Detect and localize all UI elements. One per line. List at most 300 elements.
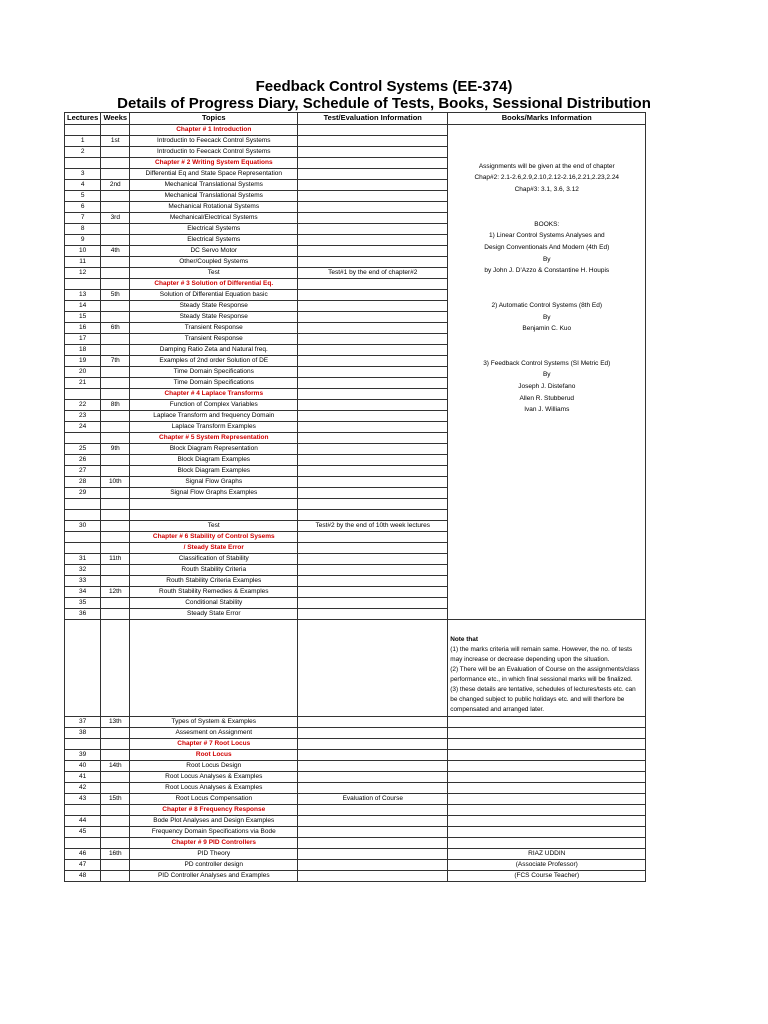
test-info (298, 739, 448, 750)
week-label (101, 521, 130, 532)
blank-cell (65, 620, 101, 717)
topic: Routh Stability Remedies & Examples (130, 587, 298, 598)
test-info (298, 576, 448, 587)
lecture-number: 20 (65, 367, 101, 378)
lecture-number: 24 (65, 422, 101, 433)
books-line: BOOKS: (534, 220, 560, 228)
table-row (65, 717, 646, 728)
week-label (101, 147, 130, 158)
books-line: Chap#2: 2.1-2.6,2.9,2.10,2.12-2.16,2.21,2.23,2.24 (474, 174, 620, 182)
chapter-heading: Chapter # 4 Laplace Transforms (130, 389, 298, 400)
books-line: By (542, 313, 551, 321)
books-line (450, 288, 643, 300)
topic: Block Diagram Examples (130, 455, 298, 466)
lecture-number: 21 (65, 378, 101, 389)
test-info (298, 411, 448, 422)
test-info (298, 378, 448, 389)
topic: DC Servo Motor (130, 246, 298, 257)
test-info (298, 158, 448, 169)
topic: Introductin to Feecack Control Systems (130, 136, 298, 147)
test-info (298, 246, 448, 257)
test-info (298, 466, 448, 477)
week-label (101, 816, 130, 827)
test-info (298, 235, 448, 246)
chapter-heading: Chapter # 1 Introduction (130, 125, 298, 136)
week-label (101, 455, 130, 466)
test-info (298, 477, 448, 488)
table-row (65, 838, 646, 849)
lecture-number: 5 (65, 191, 101, 202)
lecture-number: 41 (65, 772, 101, 783)
test-info (298, 301, 448, 312)
lecture-number: 7 (65, 213, 101, 224)
books-line (450, 346, 643, 358)
lecture-number (65, 838, 101, 849)
lecture-number: 48 (65, 871, 101, 882)
week-label: 13th (101, 717, 130, 728)
lecture-number: 19 (65, 356, 101, 367)
books-line: Chap#3: 3.1, 3.6, 3.12 (514, 185, 579, 193)
topic: Time Domain Specifications (130, 378, 298, 389)
books-line: Joseph J. Distefano (518, 383, 576, 391)
week-label (101, 433, 130, 444)
test-info (298, 213, 448, 224)
topic: Conditional Stability (130, 598, 298, 609)
week-label (101, 224, 130, 235)
week-label: 2nd (101, 180, 130, 191)
week-label (101, 598, 130, 609)
lecture-number: 33 (65, 576, 101, 587)
week-label (101, 268, 130, 279)
topic: Transient Response (130, 334, 298, 345)
books-line: Assignments will be given at the end of chapter (478, 162, 615, 170)
lecture-number: 27 (65, 466, 101, 477)
week-label (101, 158, 130, 169)
test-info (298, 510, 448, 521)
chapter-heading: Chapter # 6 Stability of Control Sysems (130, 532, 298, 543)
test-info (298, 499, 448, 510)
test-info (298, 816, 448, 827)
test-info (298, 772, 448, 783)
books-line (450, 138, 643, 150)
test-info: Test#1 by the end of chapter#2 (298, 268, 448, 279)
topic: Routh Stability Criteria Examples (130, 576, 298, 587)
lecture-number: 15 (65, 312, 101, 323)
test-info (298, 224, 448, 235)
topic: Solution of Differential Equation basic (130, 290, 298, 301)
page-subtitle: Details of Progress Diary, Schedule of Tests, Books, Sessional Distribution (117, 95, 651, 112)
header-lectures: Lectures (65, 113, 101, 125)
books-line: Benjamin C. Kuo (522, 325, 572, 333)
header-row (65, 113, 646, 125)
lecture-number: 17 (65, 334, 101, 345)
week-label (101, 235, 130, 246)
week-label (101, 488, 130, 499)
test-info (298, 455, 448, 466)
chapter-heading: Chapter # 2 Writing System Equations (130, 158, 298, 169)
blank-cell (101, 620, 130, 717)
table-row (65, 125, 646, 136)
lecture-number (65, 805, 101, 816)
lecture-number: 43 (65, 794, 101, 805)
lecture-number: 14 (65, 301, 101, 312)
test-info (298, 125, 448, 136)
topic (130, 499, 298, 510)
lecture-number (65, 532, 101, 543)
chapter-heading: Root Locus (130, 750, 298, 761)
week-label: 3rd (101, 213, 130, 224)
topic: Block Diagram Representation (130, 444, 298, 455)
lecture-number: 40 (65, 761, 101, 772)
week-label (101, 532, 130, 543)
chapter-heading: Chapter # 3 Solution of Differential Eq. (130, 279, 298, 290)
topic: Differential Eq and State Space Representation (130, 169, 298, 180)
books-cell (448, 838, 646, 849)
books-line (450, 126, 643, 138)
week-label (101, 499, 130, 510)
lecture-number: 38 (65, 728, 101, 739)
table-row (65, 728, 646, 739)
books-line (450, 277, 643, 289)
lecture-number: 23 (65, 411, 101, 422)
lecture-number: 31 (65, 554, 101, 565)
lecture-number: 1 (65, 136, 101, 147)
week-label (101, 279, 130, 290)
lecture-number (65, 510, 101, 521)
table-row (65, 739, 646, 750)
chapter-heading: Chapter # 5 System Representation (130, 433, 298, 444)
header-test: Test/Evaluation Information (298, 113, 448, 125)
books-line: Allen R. Stubberud (519, 394, 575, 402)
week-label (101, 750, 130, 761)
topic: Examples of 2nd order Solution of DE (130, 356, 298, 367)
signature-line: (FCS Course Teacher) (448, 871, 646, 882)
topic: Damping Ratio Zeta and Natural freq. (130, 345, 298, 356)
topic (130, 510, 298, 521)
books-line (450, 149, 643, 161)
week-label (101, 345, 130, 356)
week-label (101, 805, 130, 816)
week-label (101, 827, 130, 838)
lecture-number (65, 499, 101, 510)
test-info (298, 191, 448, 202)
header-weeks: Weeks (101, 113, 130, 125)
test-info (298, 169, 448, 180)
lecture-number: 25 (65, 444, 101, 455)
lecture-number: 28 (65, 477, 101, 488)
signature-line: (Associate Professor) (448, 860, 646, 871)
lecture-number: 22 (65, 400, 101, 411)
week-label: 10th (101, 477, 130, 488)
test-info (298, 565, 448, 576)
topic: Electrical Systems (130, 235, 298, 246)
lecture-number: 13 (65, 290, 101, 301)
week-label: 6th (101, 323, 130, 334)
week-label (101, 334, 130, 345)
topic: Root Locus Compensation (130, 794, 298, 805)
test-info (298, 422, 448, 433)
books-line: By (542, 255, 551, 263)
week-label: 4th (101, 246, 130, 257)
lecture-number: 6 (65, 202, 101, 213)
test-info (298, 323, 448, 334)
blank-cell (130, 620, 298, 717)
table-row (65, 783, 646, 794)
lecture-number: 12 (65, 268, 101, 279)
lecture-number (65, 279, 101, 290)
week-label: 5th (101, 290, 130, 301)
table-row (65, 794, 646, 805)
table-row (65, 816, 646, 827)
books-cell (448, 761, 646, 772)
week-label (101, 510, 130, 521)
topic: Signal Flow Graphs (130, 477, 298, 488)
test-info (298, 717, 448, 728)
test-info (298, 334, 448, 345)
lecture-number (65, 543, 101, 554)
week-label (101, 466, 130, 477)
books-line: 2) Automatic Control Systems (8th Ed) (491, 301, 603, 309)
test-info (298, 728, 448, 739)
test-info (298, 367, 448, 378)
week-label (101, 301, 130, 312)
week-label (101, 367, 130, 378)
week-label (101, 312, 130, 323)
page-title: Feedback Control Systems (EE-374) (255, 78, 513, 95)
test-info (298, 202, 448, 213)
week-label (101, 169, 130, 180)
books-info (448, 125, 646, 620)
test-info (298, 587, 448, 598)
lecture-number: 9 (65, 235, 101, 246)
test-info (298, 609, 448, 620)
week-label (101, 576, 130, 587)
topic: Root Locus Analyses & Examples (130, 783, 298, 794)
topic: Transient Response (130, 323, 298, 334)
topic: Test (130, 521, 298, 532)
topic: Introductin to Feecack Control Systems (130, 147, 298, 158)
books-cell (448, 827, 646, 838)
table-row (65, 750, 646, 761)
lecture-number: 47 (65, 860, 101, 871)
topic: Steady State Error (130, 609, 298, 620)
topic: Classification of Stability (130, 554, 298, 565)
lecture-number: 8 (65, 224, 101, 235)
books-line: By (542, 371, 551, 379)
note-line: Note that (450, 636, 478, 643)
topic: Mechanical Translational Systems (130, 180, 298, 191)
books-line: Design Conventionals And Modern (4th Ed) (484, 243, 610, 251)
topic: Routh Stability Criteria (130, 565, 298, 576)
chapter-heading: Chapter # 9 PID Controllers (130, 838, 298, 849)
week-label (101, 565, 130, 576)
table-row (65, 827, 646, 838)
topic: Signal Flow Graphs Examples (130, 488, 298, 499)
week-label (101, 125, 130, 136)
lecture-number: 16 (65, 323, 101, 334)
topic: Laplace Transform Examples (130, 422, 298, 433)
books-line: 1) Linear Control Systems Analyses and (488, 232, 605, 240)
week-label (101, 257, 130, 268)
lecture-number: 42 (65, 783, 101, 794)
lecture-number: 18 (65, 345, 101, 356)
week-label (101, 860, 130, 871)
week-label (101, 871, 130, 882)
topic: Electrical Systems (130, 224, 298, 235)
topic: Steady State Response (130, 312, 298, 323)
topic: Mechanical Translational Systems (130, 191, 298, 202)
books-line (450, 196, 643, 208)
books-cell (448, 717, 646, 728)
books-cell (448, 783, 646, 794)
topic: Root Locus Design (130, 761, 298, 772)
test-info (298, 279, 448, 290)
topic: Steady State Response (130, 301, 298, 312)
test-info (298, 598, 448, 609)
test-info (298, 827, 448, 838)
test-info (298, 488, 448, 499)
test-info (298, 444, 448, 455)
books-cell (448, 739, 646, 750)
week-label (101, 202, 130, 213)
table-row (65, 849, 646, 860)
table-row (65, 761, 646, 772)
topic: PD controller design (130, 860, 298, 871)
books-line: 3) Feedback Control Systems (SI Metric Ed) (483, 359, 611, 367)
table-row (65, 860, 646, 871)
week-label: 8th (101, 400, 130, 411)
test-info (298, 257, 448, 268)
lecture-number: 46 (65, 849, 101, 860)
note-line: (1) the marks criteria will remain same. However, the no. of tests may increase or decrease depending upon the situation. (450, 646, 633, 663)
topic: Root Locus Analyses & Examples (130, 772, 298, 783)
topic: Assesment on Assignment (130, 728, 298, 739)
test-info: Evaluation of Course (298, 794, 448, 805)
books-line (450, 207, 643, 219)
test-info (298, 543, 448, 554)
books-cell (448, 816, 646, 827)
test-info (298, 860, 448, 871)
topic: Laplace Transform and frequency Domain (130, 411, 298, 422)
topic: Mechanical/Electrical Systems (130, 213, 298, 224)
week-label: 15th (101, 794, 130, 805)
lecture-number: 36 (65, 609, 101, 620)
topic: Time Domain Specifications (130, 367, 298, 378)
week-label: 14th (101, 761, 130, 772)
header-books: Books/Marks Information (448, 113, 646, 125)
books-line: by John J. D'Azzo & Constantine H. Houpis (484, 267, 610, 275)
lecture-number: 30 (65, 521, 101, 532)
note-row (65, 620, 646, 717)
week-label (101, 389, 130, 400)
lecture-number (65, 158, 101, 169)
test-info (298, 849, 448, 860)
books-line (450, 335, 643, 347)
lecture-number: 26 (65, 455, 101, 466)
test-info (298, 136, 448, 147)
books-cell (448, 750, 646, 761)
lecture-number: 39 (65, 750, 101, 761)
test-info: Test#2 by the end of 10th week lectures (298, 521, 448, 532)
test-info (298, 805, 448, 816)
topic: Types of System & Examples (130, 717, 298, 728)
week-label (101, 838, 130, 849)
lecture-number (65, 739, 101, 750)
lecture-number: 37 (65, 717, 101, 728)
week-label (101, 543, 130, 554)
week-label: 1st (101, 136, 130, 147)
week-label (101, 783, 130, 794)
lecture-number: 32 (65, 565, 101, 576)
topic: Function of Complex Variables (130, 400, 298, 411)
topic: Test (130, 268, 298, 279)
topic: Other/Coupled Systems (130, 257, 298, 268)
topic: Block Diagram Examples (130, 466, 298, 477)
test-info (298, 871, 448, 882)
chapter-heading: Chapter # 7 Root Locus (130, 739, 298, 750)
week-label (101, 191, 130, 202)
lecture-number (65, 389, 101, 400)
test-info (298, 838, 448, 849)
week-label (101, 609, 130, 620)
week-label: 11th (101, 554, 130, 565)
topic: Bode Plot Analyses and Design Examples (130, 816, 298, 827)
note-line: (2) There will be an Evaluation of Course on the assignments/class performance etc., in which final sessional marks will be finalized. (450, 666, 640, 683)
test-info (298, 400, 448, 411)
chapter-heading: / Steady State Error (130, 543, 298, 554)
note-block (448, 620, 646, 717)
lecture-number: 34 (65, 587, 101, 598)
lecture-number (65, 433, 101, 444)
test-info (298, 554, 448, 565)
test-info (298, 180, 448, 191)
test-info (298, 750, 448, 761)
chapter-heading: Chapter # 8 Frequency Response (130, 805, 298, 816)
lecture-number: 4 (65, 180, 101, 191)
week-label (101, 422, 130, 433)
test-info (298, 761, 448, 772)
lecture-number: 2 (65, 147, 101, 158)
week-label (101, 739, 130, 750)
week-label: 12th (101, 587, 130, 598)
test-info (298, 147, 448, 158)
test-info (298, 783, 448, 794)
lecture-number (65, 125, 101, 136)
test-info (298, 290, 448, 301)
lecture-number: 11 (65, 257, 101, 268)
week-label (101, 378, 130, 389)
topic: Frequency Domain Specifications via Bode (130, 827, 298, 838)
week-label (101, 411, 130, 422)
test-info (298, 345, 448, 356)
lecture-number: 44 (65, 816, 101, 827)
topic: PID Theory (130, 849, 298, 860)
books-line: Ivan J. Williams (524, 406, 570, 414)
blank-cell (298, 620, 448, 717)
lecture-number: 3 (65, 169, 101, 180)
week-label (101, 772, 130, 783)
week-label: 9th (101, 444, 130, 455)
note-line: (3) these details are tentative, schedules of lectures/tests etc. can be changed subject to public holidays etc. and will therfore be compensated and arranged later. (450, 686, 636, 713)
lecture-number: 45 (65, 827, 101, 838)
books-cell (448, 805, 646, 816)
lecture-number: 35 (65, 598, 101, 609)
table-row (65, 772, 646, 783)
test-info (298, 312, 448, 323)
test-info (298, 389, 448, 400)
table-row (65, 871, 646, 882)
schedule-table (64, 112, 646, 882)
